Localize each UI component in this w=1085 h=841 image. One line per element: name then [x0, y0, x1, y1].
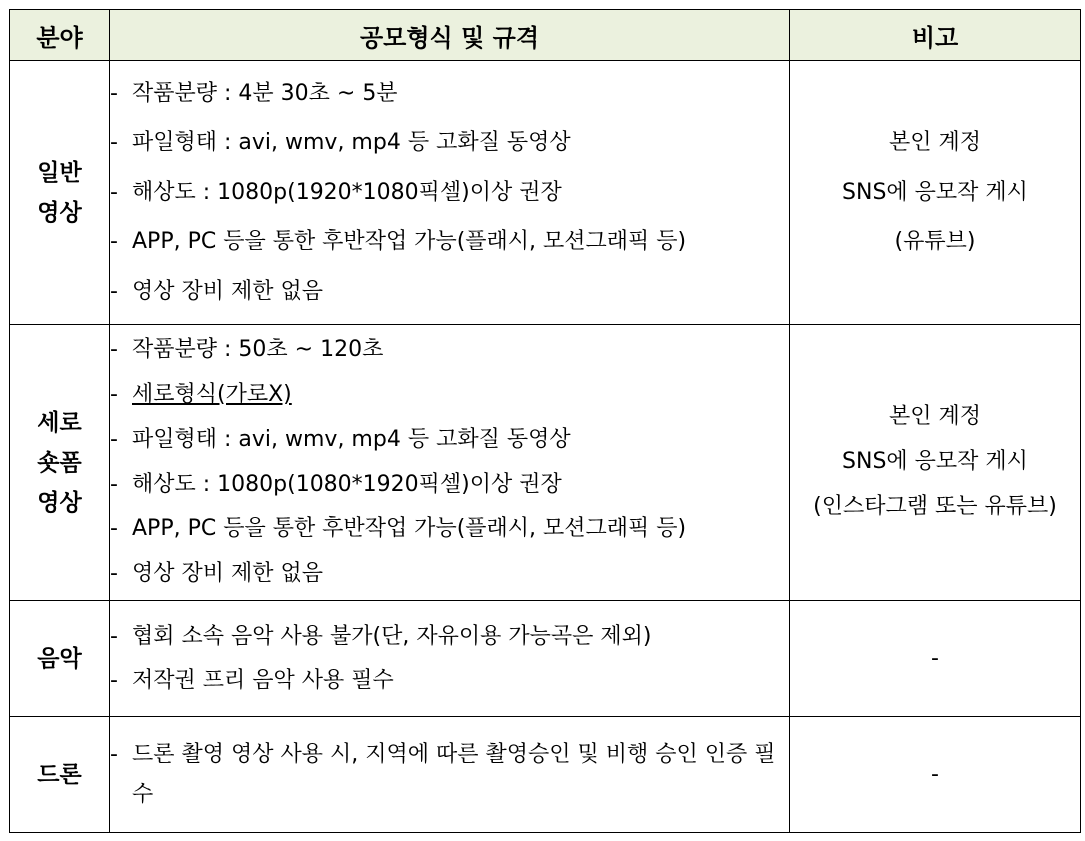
spec-cell — [110, 61, 790, 325]
list-item: - 해상도 : 1080p(1920*1080픽셀)이상 권장 — [110, 168, 789, 218]
note-cell — [790, 61, 1081, 325]
table-row-drone — [10, 717, 1081, 833]
list-item: - 작품분량 : 4분 30초 ~ 5분 — [110, 69, 789, 119]
list-item: - 파일형태 : avi, wmv, mp4 등 고화질 동영상 — [110, 418, 789, 463]
spec-list — [110, 69, 789, 317]
note-cell: - — [790, 717, 1081, 833]
note-cell: - — [790, 601, 1081, 717]
field-label-line: 세로 — [37, 409, 82, 436]
field-label-line: 음악 — [37, 645, 82, 672]
list-item: - 저작권 프리 음악 사용 필수 — [110, 659, 789, 703]
list-item: - APP, PC 등을 통한 후반작업 가능(플래시, 모션그래픽 등) — [110, 217, 789, 267]
field-label-line: 영상 — [37, 489, 82, 516]
header-spec: 공모형식 및 규격 — [110, 10, 790, 61]
table-row-general-video — [10, 61, 1081, 325]
spec-cell — [110, 601, 790, 717]
underlined-text: 세로형식(가로X) — [132, 382, 292, 408]
spec-cell — [110, 717, 790, 833]
contest-spec-table — [9, 9, 1081, 833]
spec-list — [110, 615, 789, 703]
table-row-vertical-shortform — [10, 325, 1081, 601]
note-line: (인스타그램 또는 유튜브) — [813, 493, 1057, 519]
field-label-line: 영상 — [37, 199, 82, 226]
spec-cell — [110, 325, 790, 601]
list-item: - 협회 소속 음악 사용 불가(단, 자유이용 가능곡은 제외) — [110, 615, 789, 659]
field-cell — [10, 61, 110, 325]
note-line: SNS에 응모작 게시 — [842, 179, 1028, 205]
field-cell — [10, 717, 110, 833]
header-field: 분야 — [10, 10, 110, 61]
note-line: 본인 계정 — [888, 130, 981, 156]
spec-list — [110, 735, 789, 815]
list-item: - 파일형태 : avi, wmv, mp4 등 고화질 동영상 — [110, 118, 789, 168]
table-row-music — [10, 601, 1081, 717]
field-cell — [10, 601, 110, 717]
header-note: 비고 — [790, 10, 1081, 61]
list-item: - 영상 장비 제한 없음 — [110, 552, 789, 597]
field-cell — [10, 325, 110, 601]
list-item: - 드론 촬영 영상 사용 시, 지역에 따른 촬영승인 및 비행 승인 인증 필수 — [110, 735, 789, 815]
field-label-line: 일반 — [37, 159, 82, 186]
note-line: 본인 계정 — [888, 404, 981, 430]
field-label-line: 드론 — [37, 761, 82, 788]
field-label-line: 숏폼 — [37, 449, 82, 476]
list-item: - APP, PC 등을 통한 후반작업 가능(플래시, 모션그래픽 등) — [110, 507, 789, 552]
list-item: - 해상도 : 1080p(1080*1920픽셀)이상 권장 — [110, 463, 789, 508]
list-item — [110, 373, 789, 418]
spec-list — [110, 328, 789, 596]
note-cell — [790, 325, 1081, 601]
note-line: (유튜브) — [894, 229, 976, 255]
list-item: - 작품분량 : 50초 ~ 120초 — [110, 328, 789, 373]
header-row — [10, 10, 1081, 61]
note-line: SNS에 응모작 게시 — [842, 449, 1028, 475]
list-item: - 영상 장비 제한 없음 — [110, 267, 789, 317]
